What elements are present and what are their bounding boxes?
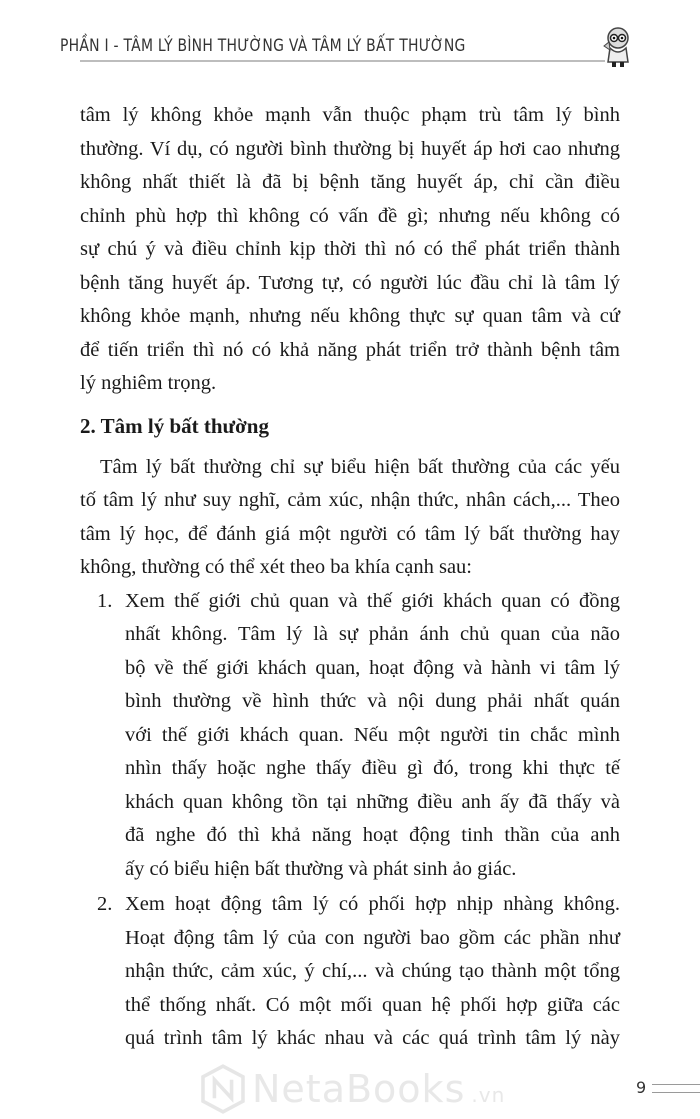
list-item-line: đã nghe đó thì khả năng hoạt động tinh thần của anh [125, 824, 620, 846]
list-item-line: nhất không. Tâm lý là sự phản ánh chủ quan của não [125, 623, 620, 645]
paragraph-line: tâm lý không khỏe mạnh vẫn thuộc phạm trù tâm lý bình [80, 104, 620, 126]
list-item-line: ấy có biểu hiện bất thường và phát sinh ảo giác. [125, 857, 517, 880]
paragraph-line: để tiến triển thì nó có khả năng phát triển trở thành bệnh tâm [80, 338, 620, 361]
paragraph-line: Tâm lý bất thường chỉ sự biểu hiện bất thường của các yếu [100, 455, 620, 478]
header-rule [80, 60, 605, 62]
list-item-line: Hoạt động tâm lý của con người bao gồm các phần như [125, 926, 620, 949]
mascot-icon [600, 26, 636, 68]
netabooks-logo-icon [200, 1064, 246, 1114]
watermark-suffix: .vn [471, 1083, 506, 1107]
list-item-line: Xem thế giới chủ quan và thế giới khách quan có đồng [125, 589, 620, 612]
paragraph-line: thường. Ví dụ, có người bình thường bị huyết áp hơi cao nhưng [80, 137, 620, 160]
list-item-line: với thế giới khách quan. Nếu một người tin chắc mình [125, 723, 620, 746]
paragraph-line: không, thường có thể xét theo ba khía cạnh sau: [80, 556, 472, 578]
paragraph-line: không khỏe mạnh, nhưng nếu không thực sự quan tâm và cứ [80, 305, 620, 327]
list-item-line: bình thường về hình thức và nội dung phải nhất quán [125, 690, 620, 712]
list-item-line: nhận thức, cảm xúc, ý chí,... và chúng tạo thành một tổng [125, 960, 620, 982]
paragraph-line: tố tâm lý như suy nghĩ, cảm xúc, nhận thức, nhân cách,... Theo [80, 489, 620, 511]
watermark [200, 1064, 505, 1114]
page-number-rule [652, 1092, 700, 1093]
list-item-line: bộ về thế giới khách quan, hoạt động và hành vi tâm lý [125, 656, 620, 679]
paragraph-line: không nhất thiết là đã bị bệnh tăng huyết áp, chỉ cần điều [80, 171, 620, 193]
paragraph-line: tâm lý học, để đánh giá một người có tâm lý bất thường hay [80, 522, 620, 545]
page-number-rule [652, 1084, 700, 1085]
watermark-text: NetaBooks [252, 1067, 466, 1111]
paragraph-line: bệnh tăng huyết áp. Tương tự, có người lúc đầu chỉ là tâm lý [80, 271, 620, 294]
page-number: 9 [636, 1078, 647, 1097]
list-item-line: thể thống nhất. Có một mối quan hệ phối hợp giữa các [125, 993, 620, 1016]
paragraph-line: chỉnh phù hợp thì không có vấn đề gì; nhưng nếu không có [80, 204, 620, 227]
running-header: PHẦN I - TÂM LÝ BÌNH THƯỜNG VÀ TÂM LÝ BẤT THƯỜNG [60, 36, 466, 56]
paragraph-line: lý nghiêm trọng. [80, 372, 217, 394]
list-number: 2. [97, 893, 113, 915]
list-item-line: quá trình tâm lý khác nhau và các quá trình tâm lý này [125, 1027, 620, 1049]
list-item-line: Xem hoạt động tâm lý có phối hợp nhịp nhàng không. [125, 893, 620, 915]
list-item-line: khách quan không tồn tại những điều anh ấy đã thấy và [125, 790, 620, 813]
list-number: 1. [97, 589, 113, 612]
paragraph-line: sự chú ý và điều chỉnh kịp thời thì nó có thể phát triển thành [80, 238, 620, 260]
list-item-line: nhìn thấy hoặc nghe thấy điều gì đó, trong khi thực tế [125, 757, 620, 779]
section-heading: 2. Tâm lý bất thường [80, 413, 269, 438]
